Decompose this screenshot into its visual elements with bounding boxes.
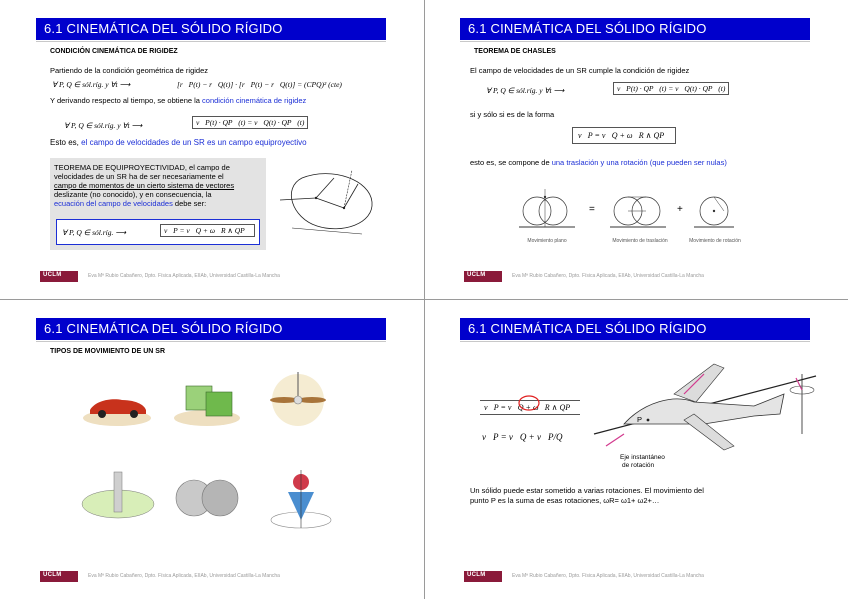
formula-left: ∀ P, Q ∈ sól.ríg. y ∀t ⟶ — [486, 86, 565, 95]
formula-left: ∀ P, Q ∈ sól.ríg. y ∀t ⟶ — [64, 121, 143, 130]
text-run: Y derivando respecto al tiempo, se obtiene la — [50, 96, 203, 105]
formula-boxed: v⃗P = v⃗Q + ω⃗R ∧ QP⃗ — [160, 224, 255, 237]
plane-motion-diagram — [519, 185, 575, 231]
footer-text: Eva Mª Rubio Cabañero, Dpto. Física Aplicada, EIIAb, Universidad Castilla-La Mancha — [512, 573, 704, 579]
paragraph: El campo de velocidades de un SR cumple la condición de rigidez — [470, 66, 690, 75]
theorem-line: deslizante (no conocido), y en consecuencia, la — [54, 190, 212, 199]
paragraph: Un sólido puede estar sometido a varias rotaciones. El movimiento del — [470, 486, 704, 495]
theorem-line: TEOREMA DE EQUIPROYECTIVIDAD, el campo de — [54, 163, 230, 172]
formula-right: [r⃗P(t) − r⃗Q(t)] · [r⃗P(t) − r⃗Q(t)] = (CPQ)² (cte) — [177, 80, 342, 89]
plus-sign: + — [677, 204, 683, 215]
section-heading: TIPOS DE MOVIMIENTO DE UN SR — [50, 348, 165, 355]
car-illustration — [82, 370, 152, 430]
title-rule — [460, 41, 810, 42]
formula-left: ∀ P, Q ∈ sól.ríg. ⟶ — [62, 228, 126, 237]
paragraph — [50, 96, 306, 105]
text-run-emphasis: condición cinemática de rigidez — [202, 96, 307, 105]
footer — [464, 271, 804, 283]
formula-boxed: v⃗P = v⃗Q + ω⃗R ∧ QP⃗ — [572, 127, 676, 144]
title-rule — [36, 41, 386, 42]
slide-3 — [0, 300, 424, 599]
text-run-emphasis: una traslación y una rotación (que pueden ser nulas) — [551, 158, 727, 167]
footer — [40, 571, 380, 583]
slide-title: 6.1 CINEMÁTICA DEL SÓLIDO RÍGIDO — [36, 318, 386, 340]
paragraph: Partiendo de la condición geométrica de rigidez — [50, 66, 209, 75]
slide-1 — [0, 0, 424, 299]
university-logo: UCLM — [40, 571, 78, 582]
footer-text: Eva Mª Rubio Cabañero, Dpto. Física Aplicada, EIIAb, Universidad Castilla-La Mancha — [512, 273, 704, 279]
university-logo: UCLM — [40, 271, 78, 282]
rigid-body-diagram — [272, 158, 382, 248]
formula-velocity: v⃗P = v⃗Q + ω⃗R ∧ QP⃗ — [480, 400, 580, 415]
text-run: esto es, se compone de — [470, 158, 552, 167]
highlight-circle — [517, 394, 541, 412]
axis-label: Eje instantáneo — [620, 454, 665, 461]
text-run: Esto es, — [50, 138, 79, 147]
formula-left: ∀ P, Q ∈ sól.ríg. y ∀t ⟶ — [52, 80, 131, 89]
footer — [464, 571, 804, 583]
slide-title: 6.1 CINEMÁTICA DEL SÓLIDO RÍGIDO — [460, 318, 810, 340]
paragraph: si y sólo si es de la forma — [470, 110, 555, 119]
disc-rotation-illustration — [80, 468, 156, 532]
slide-4 — [424, 300, 848, 599]
formula-relative-velocity: v⃗P = v⃗Q + v⃗P/Q — [482, 432, 563, 442]
title-rule — [460, 341, 810, 342]
axis-label: de rotación — [622, 462, 655, 469]
formula-boxed: v⃗P(t) · QP⃗(t) = v⃗Q(t) · QP⃗(t) — [613, 82, 729, 95]
slide-title: 6.1 CINEMÁTICA DEL SÓLIDO RÍGIDO — [460, 18, 810, 40]
paragraph — [470, 158, 727, 167]
slide-title: 6.1 CINEMÁTICA DEL SÓLIDO RÍGIDO — [36, 18, 386, 40]
ceiling-fan-illustration — [268, 370, 328, 430]
caption: Movimiento plano — [527, 238, 567, 244]
text-run-emphasis: ecuación del campo de velocidades — [54, 199, 173, 208]
point-label: P — [637, 415, 643, 424]
spinning-top-illustration — [266, 468, 336, 538]
text-run-emphasis: el campo de velocidades de un SR es un campo equiproyectivo — [78, 138, 307, 147]
caption: Movimiento de traslación — [612, 238, 668, 244]
coins-illustration — [172, 468, 242, 532]
slide-2 — [424, 0, 848, 299]
formula-boxed: v⃗P(t) · QP⃗(t) = v⃗Q(t) · QP⃗(t) — [192, 116, 308, 129]
footer — [40, 271, 380, 283]
footer-text: Eva Mª Rubio Cabañero, Dpto. Física Aplicada, EIIAb, Universidad Castilla-La Mancha — [88, 573, 280, 579]
airplane-diagram — [584, 354, 824, 464]
paragraph: punto P es la suma de esas rotaciones, ωR= ω1+ ω2+… — [470, 496, 660, 505]
section-heading: CONDICIÓN CINEMÁTICA DE RIGIDEZ — [50, 48, 178, 55]
university-logo: UCLM — [464, 271, 502, 282]
equals-sign: = — [589, 204, 595, 215]
box-translation-illustration — [172, 370, 242, 430]
rotation-diagram — [694, 185, 734, 231]
title-rule — [36, 341, 386, 342]
caption: Movimiento de rotación — [689, 238, 741, 244]
footer-text: Eva Mª Rubio Cabañero, Dpto. Física Aplicada, EIIAb, Universidad Castilla-La Mancha — [88, 273, 280, 279]
theorem-line — [54, 199, 206, 208]
section-heading: TEOREMA DE CHASLES — [474, 48, 556, 55]
theorem-line: velocidades de un SR ha de ser necesariamente el — [54, 172, 224, 181]
paragraph — [50, 138, 307, 147]
theorem-line: campo de momentos de un cierto sistema de vectores — [54, 181, 235, 190]
translation-diagram — [610, 185, 666, 231]
university-logo: UCLM — [464, 571, 502, 582]
text-run: debe ser: — [172, 199, 207, 208]
